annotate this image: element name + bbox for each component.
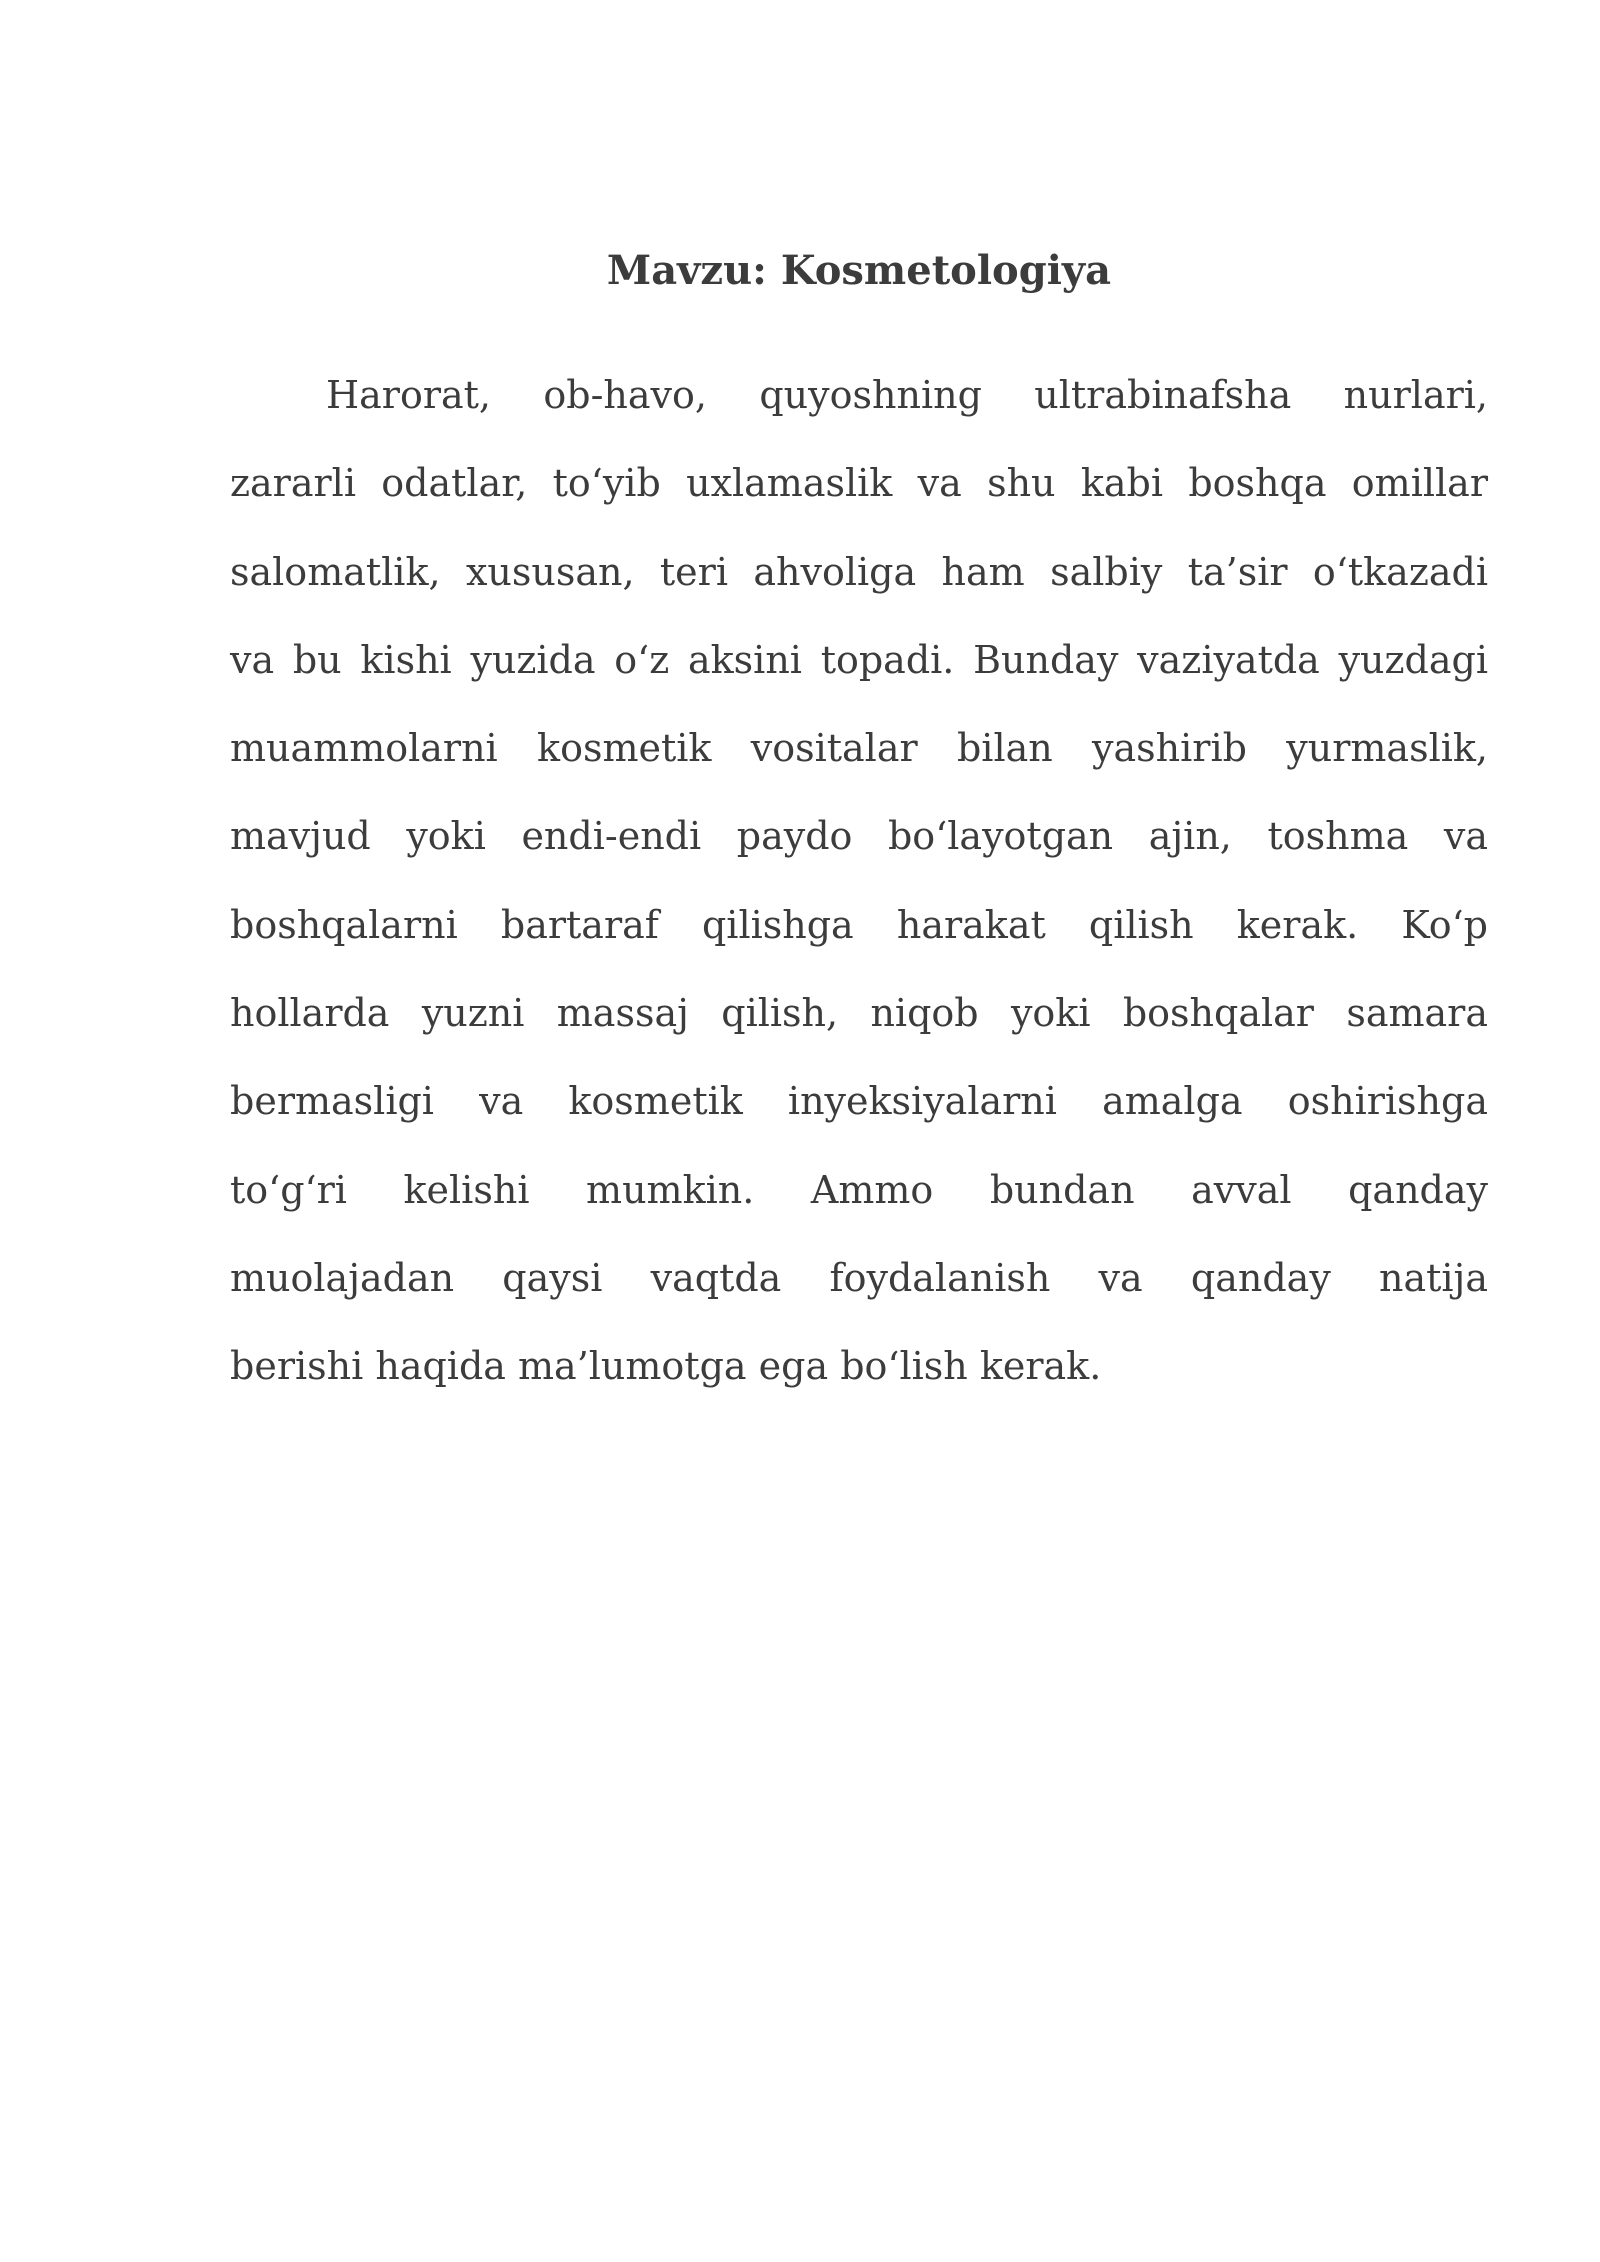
paragraph-line-9: bermasligi va kosmetik inyeksiyalarni amalga oshirishga <box>230 1079 1488 1124</box>
paragraph-line-11: muolajadan qaysi vaqtda foydalanish va qanday natija <box>230 1255 1488 1300</box>
paragraph-line-12: berishi haqida ma’lumotga ega bo‘lish kerak. <box>230 1344 1102 1389</box>
paragraph-line-5: muammolarni kosmetik vositalar bilan yashirib yurmaslik, <box>230 726 1488 771</box>
document-title: Mavzu: Kosmetologiya <box>606 247 1112 294</box>
paragraph-line-3: salomatlik, xususan, teri ahvoliga ham salbiy ta’sir o‘tkazadi <box>230 549 1488 594</box>
paragraph-line-7: boshqalarni bartaraf qilishga harakat qilish kerak. Ko‘p <box>230 902 1488 947</box>
paragraph-line-6: mavjud yoki endi-endi paydo bo‘layotgan ajin, toshma va <box>230 814 1488 859</box>
paragraph-line-8: hollarda yuzni massaj qilish, niqob yoki boshqalar samara <box>230 991 1488 1036</box>
paragraph-line-10: to‘g‘ri kelishi mumkin. Ammo bundan avval qanday <box>230 1167 1488 1212</box>
paragraph-line-4: va bu kishi yuzida o‘z aksini topadi. Bunday vaziyatda yuzdagi <box>230 637 1488 682</box>
paragraph-line-2: zararli odatlar, to‘yib uxlamaslik va shu kabi boshqa omillar <box>230 461 1488 506</box>
body-paragraph <box>230 351 1488 1411</box>
paragraph-line-1: Harorat, ob-havo, quyoshning ultrabinafsha nurlari, <box>326 373 1488 417</box>
